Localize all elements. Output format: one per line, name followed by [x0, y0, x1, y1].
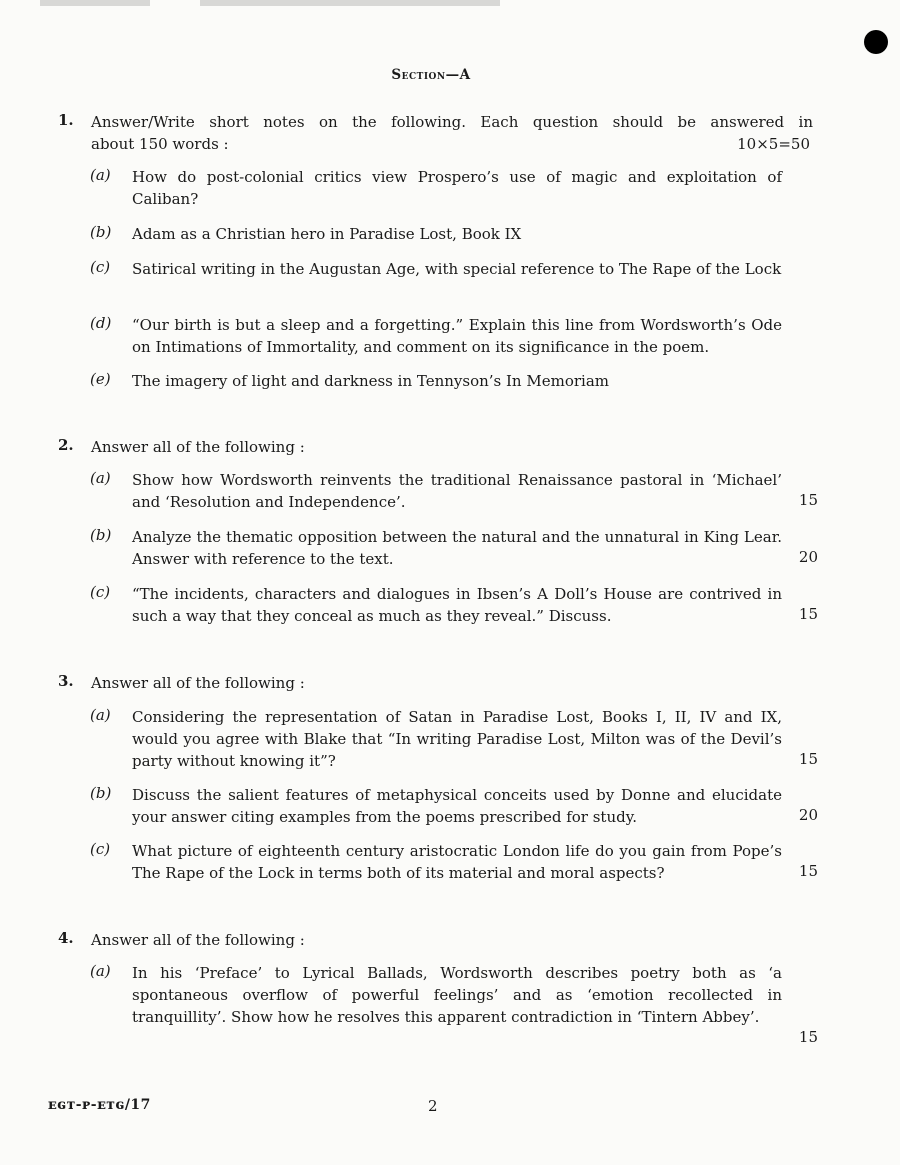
sub-marks: 15	[798, 750, 818, 768]
question-number: 1.	[58, 111, 74, 129]
sub-text: Show how Wordsworth reinvents the traditional Renaissance pastoral in ‘Michael’ and ‘Resolution and Independence’.	[132, 471, 782, 511]
sub-marks: 20	[798, 806, 818, 824]
sub-label: (b)	[90, 784, 112, 802]
sub-text: “The incidents, characters and dialogues in Ibsen’s A Doll’s House are contrived in such a way that they conceal as much as they reveal.” Discuss.	[132, 585, 782, 625]
sub-label: (b)	[90, 223, 112, 241]
page-number: 2	[428, 1097, 438, 1115]
sub-label: (b)	[90, 526, 112, 544]
scan-edge-mark	[0, 0, 900, 6]
sub-marks: 20	[798, 548, 818, 566]
question-instruction: Answer all of the following :	[91, 931, 305, 949]
sub-marks: 15	[798, 491, 818, 509]
question-instruction: Answer all of the following :	[91, 438, 305, 456]
sub-text: In his ‘Preface’ to Lyrical Ballads, Wordsworth describes poetry both as ‘a spontaneous overflow of powerful feelings’ and as ‘emotion recollected in tranquillity’. Show how he resolves this apparent contradiction in ‘Tintern Abbey’.	[132, 964, 782, 1026]
question-instruction	[91, 111, 813, 155]
sub-marks: 15	[798, 1028, 818, 1046]
punch-hole-mark	[864, 30, 888, 54]
sub-text: Analyze the thematic opposition between the natural and the unnatural in King Lear. Answer with reference to the text.	[132, 528, 782, 568]
question-number: 2.	[58, 436, 74, 454]
sub-text: Discuss the salient features of metaphysical conceits used by Donne and elucidate your answer citing examples from the poems prescribed for study.	[132, 786, 782, 826]
question-number: 3.	[58, 672, 74, 690]
section-title: Section—A	[391, 67, 471, 83]
sub-label: (a)	[90, 166, 111, 184]
instruction-line-1: Answer/Write short notes on the following. Each question should be answered in	[91, 113, 813, 131]
instruction-line-2: about 150 words :	[91, 135, 229, 153]
sub-text: “Our birth is but a sleep and a forgetting.” Explain this line from Wordsworth’s Ode on Intimations of Immortality, and comment on its significance in the poem.	[132, 316, 782, 356]
question-marks: 10×5=50	[737, 135, 810, 153]
sub-marks: 15	[798, 605, 818, 623]
sub-text: The imagery of light and darkness in Tennyson’s In Memoriam	[132, 372, 609, 390]
sub-text: How do post-colonial critics view Prospero’s use of magic and exploitation of Caliban?	[132, 168, 782, 208]
sub-text: Satirical writing in the Augustan Age, with special reference to The Rape of the Lock	[132, 260, 782, 278]
sub-label: (a)	[90, 706, 111, 724]
paper-code: ᴇɢᴛ-ᴘ-ᴇᴛɢ/17	[48, 1097, 151, 1113]
sub-text: Adam as a Christian hero in Paradise Lost, Book IX	[132, 225, 522, 243]
sub-label: (a)	[90, 962, 111, 980]
sub-label: (d)	[90, 314, 112, 332]
sub-label: (c)	[90, 583, 111, 601]
question-instruction: Answer all of the following :	[91, 674, 305, 692]
question-number: 4.	[58, 929, 74, 947]
sub-label: (c)	[90, 840, 111, 858]
sub-label: (e)	[90, 370, 111, 388]
sub-label: (c)	[90, 258, 111, 276]
sub-text: Considering the representation of Satan in Paradise Lost, Books I, II, IV and IX, would you agree with Blake that “In writing Paradise Lost, Milton was of the Devil’s party without knowing it”?	[132, 708, 782, 770]
sub-label: (a)	[90, 469, 111, 487]
sub-marks: 15	[798, 862, 818, 880]
sub-text: What picture of eighteenth century aristocratic London life do you gain from Pope’s The Rape of the Lock in terms both of its material and moral aspects?	[132, 842, 782, 882]
